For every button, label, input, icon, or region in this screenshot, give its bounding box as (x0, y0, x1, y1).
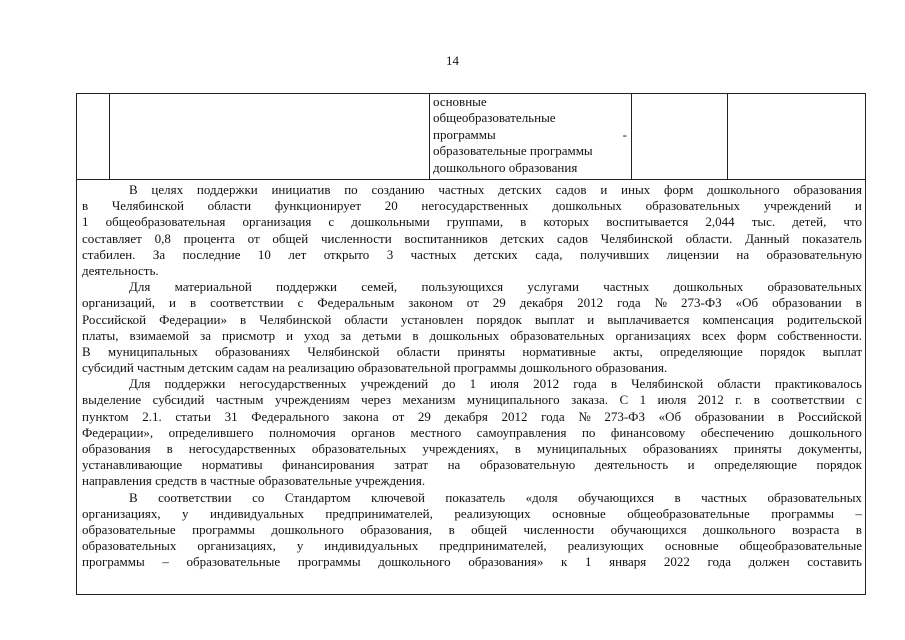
word: деятельность (594, 457, 669, 473)
word: программы (192, 521, 255, 537)
word: устанавливающие (82, 457, 183, 473)
word: 273-ФЗ (604, 408, 645, 424)
word: 0,8 (154, 230, 171, 246)
word: Российской (797, 408, 862, 424)
word: 2.1. (142, 408, 162, 424)
word: образовательных (767, 489, 862, 505)
word: В (82, 343, 91, 359)
word: дошкольными (351, 214, 430, 230)
cell-dash: - (622, 126, 627, 142)
word: 2,044 (705, 214, 735, 230)
text-line (82, 312, 862, 328)
word: частных (603, 279, 650, 295)
word: программы (297, 554, 361, 570)
word: Челябинской (307, 343, 380, 359)
word: тыс. (751, 214, 776, 230)
word: выделение (82, 392, 142, 408)
word: численности (321, 230, 392, 246)
word: Федерального (251, 408, 330, 424)
word: выплат (534, 311, 575, 327)
word: образовательных (311, 441, 407, 456)
word: дошкольных (552, 198, 622, 214)
paragraph (82, 376, 862, 489)
column-divider (631, 94, 632, 179)
word: приняты (457, 343, 506, 359)
word: муниципальных (536, 441, 627, 456)
word: обеспечению (700, 424, 774, 440)
word: с (856, 392, 862, 408)
word: дошкольного (703, 521, 776, 537)
word: 2012 (697, 392, 724, 408)
word: платы, (82, 327, 119, 343)
word: семей, (361, 279, 398, 295)
cell-word: программы (433, 126, 496, 142)
word: присмотр (222, 327, 276, 343)
word: 31 (224, 408, 238, 424)
word: до (442, 376, 456, 392)
word: обучающихся (578, 489, 655, 505)
word: поддержки (276, 279, 337, 295)
word: С (619, 392, 629, 408)
word: организациях, (197, 538, 276, 554)
column-divider (109, 94, 110, 179)
word: основные (552, 505, 606, 521)
word: установлен (400, 311, 464, 327)
word: «доля (525, 489, 558, 505)
word: дошкольных (673, 279, 744, 295)
program-type-cell (433, 94, 627, 176)
word: приняты (733, 441, 782, 456)
word: детских (500, 230, 545, 246)
word: общей (272, 230, 309, 246)
word: у (182, 505, 189, 521)
word: соответствии (210, 295, 284, 311)
word: и (286, 327, 294, 343)
text-line: деятельность. (82, 262, 159, 278)
word: воспитанников (404, 230, 488, 246)
word: в (189, 295, 197, 311)
word: частных (438, 182, 485, 197)
word: января (609, 554, 647, 570)
word: в (448, 521, 455, 537)
word: образовании (694, 408, 765, 424)
word: в (520, 214, 527, 230)
word: организациях, (82, 505, 161, 521)
word: на (736, 246, 750, 262)
word: за (200, 327, 212, 343)
word: негосударственных (421, 198, 529, 214)
word: возраста (792, 521, 840, 537)
word: поддержки (196, 182, 258, 197)
word: финансовому (610, 424, 686, 440)
word: негосударственных (188, 441, 296, 456)
word: финансирования (282, 457, 375, 473)
word: в (166, 441, 173, 456)
word: области (717, 376, 761, 392)
word: реализующих (454, 505, 531, 521)
word: учреждений (360, 376, 429, 392)
word: полномочия (268, 424, 336, 440)
word: июля (657, 392, 687, 408)
word: от (247, 230, 260, 246)
word: пунктом (82, 408, 129, 424)
word: учреждениях, (422, 441, 499, 456)
word: года (707, 554, 732, 570)
word: услугами (527, 279, 579, 295)
word: образовательную (479, 457, 576, 473)
word: определившего (168, 424, 254, 440)
word: образовательную (766, 246, 862, 262)
word: порядок (759, 343, 806, 359)
word: области (396, 343, 441, 359)
word: индивидуальных (324, 538, 419, 554)
word: 3 (386, 246, 394, 262)
word: материальной (174, 279, 252, 295)
word: садов (557, 230, 588, 246)
word: акты, (613, 343, 643, 359)
word: ключевой (371, 489, 425, 505)
word: года (573, 376, 597, 392)
word: по (344, 182, 358, 197)
word: нормативные (522, 343, 596, 359)
word: образованиях (215, 343, 291, 359)
word: форм (663, 182, 694, 197)
paragraph (82, 182, 862, 279)
word: За (152, 246, 166, 262)
text-line (82, 328, 862, 344)
word: компенсация (702, 311, 774, 327)
word: инициатив (271, 182, 331, 197)
word: иных (621, 182, 651, 197)
word: в (610, 376, 617, 392)
word: определяющие (659, 343, 743, 359)
word: затрат (394, 457, 429, 473)
word: процента (183, 230, 235, 246)
word: Федерации», (82, 424, 154, 440)
word: у (296, 538, 304, 554)
column-divider (429, 94, 430, 179)
word: к (561, 554, 568, 570)
word: механизм (402, 392, 456, 408)
word: 29 (492, 295, 506, 311)
word: документы, (797, 441, 862, 456)
word: статьи (175, 408, 211, 424)
word: последние (182, 246, 241, 262)
text-line (82, 198, 862, 214)
word: образования (793, 182, 862, 197)
word: организация (242, 214, 312, 230)
word: предпринимателей, (439, 538, 547, 554)
word: Челябинской (631, 376, 704, 392)
text-line (82, 490, 862, 506)
word: В (129, 489, 138, 505)
word: самоуправления (476, 424, 567, 440)
word: в (855, 521, 862, 537)
word: дошкольного (271, 521, 344, 537)
word: года (617, 295, 641, 311)
word: по (581, 424, 596, 440)
word: общеобразовательная (105, 214, 226, 230)
word: 10 (257, 246, 271, 262)
word: образования, (360, 521, 433, 537)
text-line (82, 295, 862, 311)
cell-line: общеобразовательные (433, 110, 556, 126)
text-line (82, 554, 862, 570)
word: органов (351, 424, 395, 440)
word: года (541, 408, 565, 424)
word: общеобразовательные (627, 505, 750, 521)
word: субсидий (152, 392, 205, 408)
word: в (82, 198, 89, 214)
text-line (82, 425, 862, 441)
word: образовательных (767, 279, 862, 295)
word: собственности. (777, 327, 862, 343)
word: и (169, 295, 176, 311)
text-line (82, 457, 862, 473)
word: уход (304, 327, 330, 343)
word: созданию (371, 182, 425, 197)
word: что (843, 214, 862, 230)
column-divider (727, 94, 728, 179)
cell-line: образовательные программы (433, 143, 593, 159)
word: учреждениям (274, 392, 350, 408)
word: дошкольных (429, 327, 500, 343)
text-line: субсидий частным детским садам на реализацию образовательной программы дошкольного образования. (82, 360, 668, 376)
word: образовательных (510, 327, 605, 343)
text-line (82, 522, 862, 538)
word: в (412, 327, 419, 343)
text-line (82, 441, 862, 457)
text-cell (76, 179, 866, 595)
word: 20 (384, 198, 398, 214)
word: законом (408, 295, 453, 311)
word: лицензии (666, 246, 719, 262)
word: получивших (579, 246, 650, 262)
word: 2012 (533, 376, 560, 392)
text-line (82, 392, 862, 408)
word: от (466, 295, 479, 311)
table-top-rows (76, 93, 866, 179)
word: основные (664, 538, 719, 554)
word: образования (82, 441, 151, 456)
text-line (82, 182, 862, 198)
text-line (82, 247, 862, 263)
text-line (82, 538, 862, 554)
word: 2012 (577, 295, 604, 311)
word: сада, (535, 246, 563, 262)
word: области (207, 198, 252, 214)
word: и (687, 457, 695, 473)
text-line (82, 409, 862, 425)
word: 273-ФЗ (681, 295, 722, 311)
text-line (82, 376, 862, 392)
word: муниципальных (107, 343, 198, 359)
word: образованиях (642, 441, 718, 456)
word: нормативы (201, 457, 263, 473)
word: воспитывается (606, 214, 689, 230)
cell-line (433, 127, 627, 143)
word: численности (523, 521, 595, 537)
word: заказа. (571, 392, 609, 408)
word: практиковалось (774, 376, 862, 392)
word: В (129, 182, 138, 197)
word: родительской (786, 311, 862, 327)
word: частным (215, 392, 264, 408)
word: Челябинской (600, 230, 673, 246)
word: и (600, 182, 608, 197)
word: 1 (469, 376, 477, 392)
word: в (777, 408, 785, 424)
word: дошкольного (789, 424, 862, 440)
word: «Об (658, 408, 682, 424)
word: дошкольного (707, 182, 780, 197)
text-line (82, 344, 862, 360)
word: № (654, 295, 668, 311)
word: закона (342, 408, 379, 424)
word: образовательных (82, 538, 177, 554)
word: функционирует (274, 198, 362, 214)
word: Российской (82, 311, 147, 327)
word: лет (288, 246, 307, 262)
word: выплачивается (607, 311, 690, 327)
word: с (328, 214, 335, 230)
word: декабря (519, 295, 564, 311)
word: стабилен. (82, 246, 136, 262)
word: организаций, (82, 295, 156, 311)
word: 2022 (663, 554, 690, 570)
word: Челябинской (259, 311, 332, 327)
word: целях (151, 182, 184, 197)
word: предпринимателей, (325, 505, 433, 521)
word: образовательные (82, 521, 176, 537)
word: соответствии (771, 392, 845, 408)
word: показатель (445, 489, 506, 505)
word: в (514, 441, 521, 456)
word: Стандартом (284, 489, 351, 505)
word: 1 (584, 554, 592, 570)
word: определяющие (714, 457, 797, 473)
word: образовательные (186, 554, 281, 570)
word: садов (555, 182, 587, 197)
word: форм (736, 327, 767, 343)
paragraph (82, 490, 862, 571)
word: индивидуальных (209, 505, 304, 521)
word: общеобразовательные (739, 538, 862, 554)
word: в (674, 489, 681, 505)
word: «Об (735, 295, 759, 311)
word: детских (498, 182, 542, 197)
word: 1 (639, 392, 647, 408)
text-line (82, 231, 862, 247)
word: соответствии (158, 489, 232, 505)
word: Данный (745, 230, 790, 246)
word: негосударственных (239, 376, 347, 392)
word: которых (543, 214, 590, 230)
text-line (82, 506, 862, 522)
word: образовании (772, 295, 842, 311)
word: № (578, 408, 591, 424)
word: взимаемой (129, 327, 190, 343)
page-number: 14 (446, 53, 459, 68)
word: пользующихся (421, 279, 504, 295)
word: группами, (446, 214, 504, 230)
word: и (854, 198, 862, 214)
word: с (297, 295, 304, 311)
word: области. (685, 230, 733, 246)
word: 1 (82, 214, 89, 230)
cell-line: основные (433, 94, 487, 109)
word: и (587, 311, 595, 327)
word: 2012 (501, 408, 528, 424)
word: г. (735, 392, 743, 408)
word: программы (771, 505, 834, 521)
word: – (855, 505, 862, 521)
word: местного (410, 424, 462, 440)
word: составляет (82, 230, 142, 246)
word: реализующих (567, 538, 644, 554)
word: в (855, 295, 862, 311)
text-line (82, 279, 862, 295)
word: составить (807, 554, 862, 570)
text-line (82, 214, 862, 230)
word: организациях (615, 327, 691, 343)
word: частных (701, 489, 748, 505)
cell-line: дошкольного образования (433, 159, 578, 175)
word: общей (471, 521, 508, 537)
word: должен (748, 554, 790, 570)
word: детей, (792, 214, 827, 230)
word: от (392, 408, 405, 424)
word: Федерации» (159, 311, 228, 327)
word: декабря (444, 408, 488, 424)
word: порядок (816, 457, 862, 473)
word: программы (82, 554, 145, 570)
word: через (361, 392, 392, 408)
word: учреждений (763, 198, 832, 214)
word: показатель (802, 230, 862, 246)
word: частных (410, 246, 457, 262)
word: со (252, 489, 265, 505)
word: порядок (476, 311, 522, 327)
word: образовательных (645, 198, 741, 214)
word: муниципального (466, 392, 560, 408)
word: детьми (362, 327, 402, 343)
word: поддержки (164, 376, 226, 392)
word: всех (701, 327, 726, 343)
word: Федеральным (317, 295, 395, 311)
word: обучающихся (610, 521, 687, 537)
word: открыто (323, 246, 370, 262)
word: 29 (417, 408, 431, 424)
word: июля (490, 376, 519, 392)
paragraph (82, 279, 862, 376)
word: в (753, 392, 760, 408)
word: области (344, 311, 388, 327)
word: в (240, 311, 247, 327)
text-line: направления средств в частные образовательные учреждения. (82, 473, 426, 489)
word: детских (474, 246, 518, 262)
word: за (340, 327, 352, 343)
word: образования» (468, 554, 544, 570)
word: выплат (822, 343, 862, 359)
word: Челябинской (111, 198, 184, 214)
word: на (447, 457, 461, 473)
word: дошкольного (378, 554, 451, 570)
word: – (162, 554, 169, 570)
word: Для (129, 376, 151, 392)
word: Для (129, 279, 151, 295)
